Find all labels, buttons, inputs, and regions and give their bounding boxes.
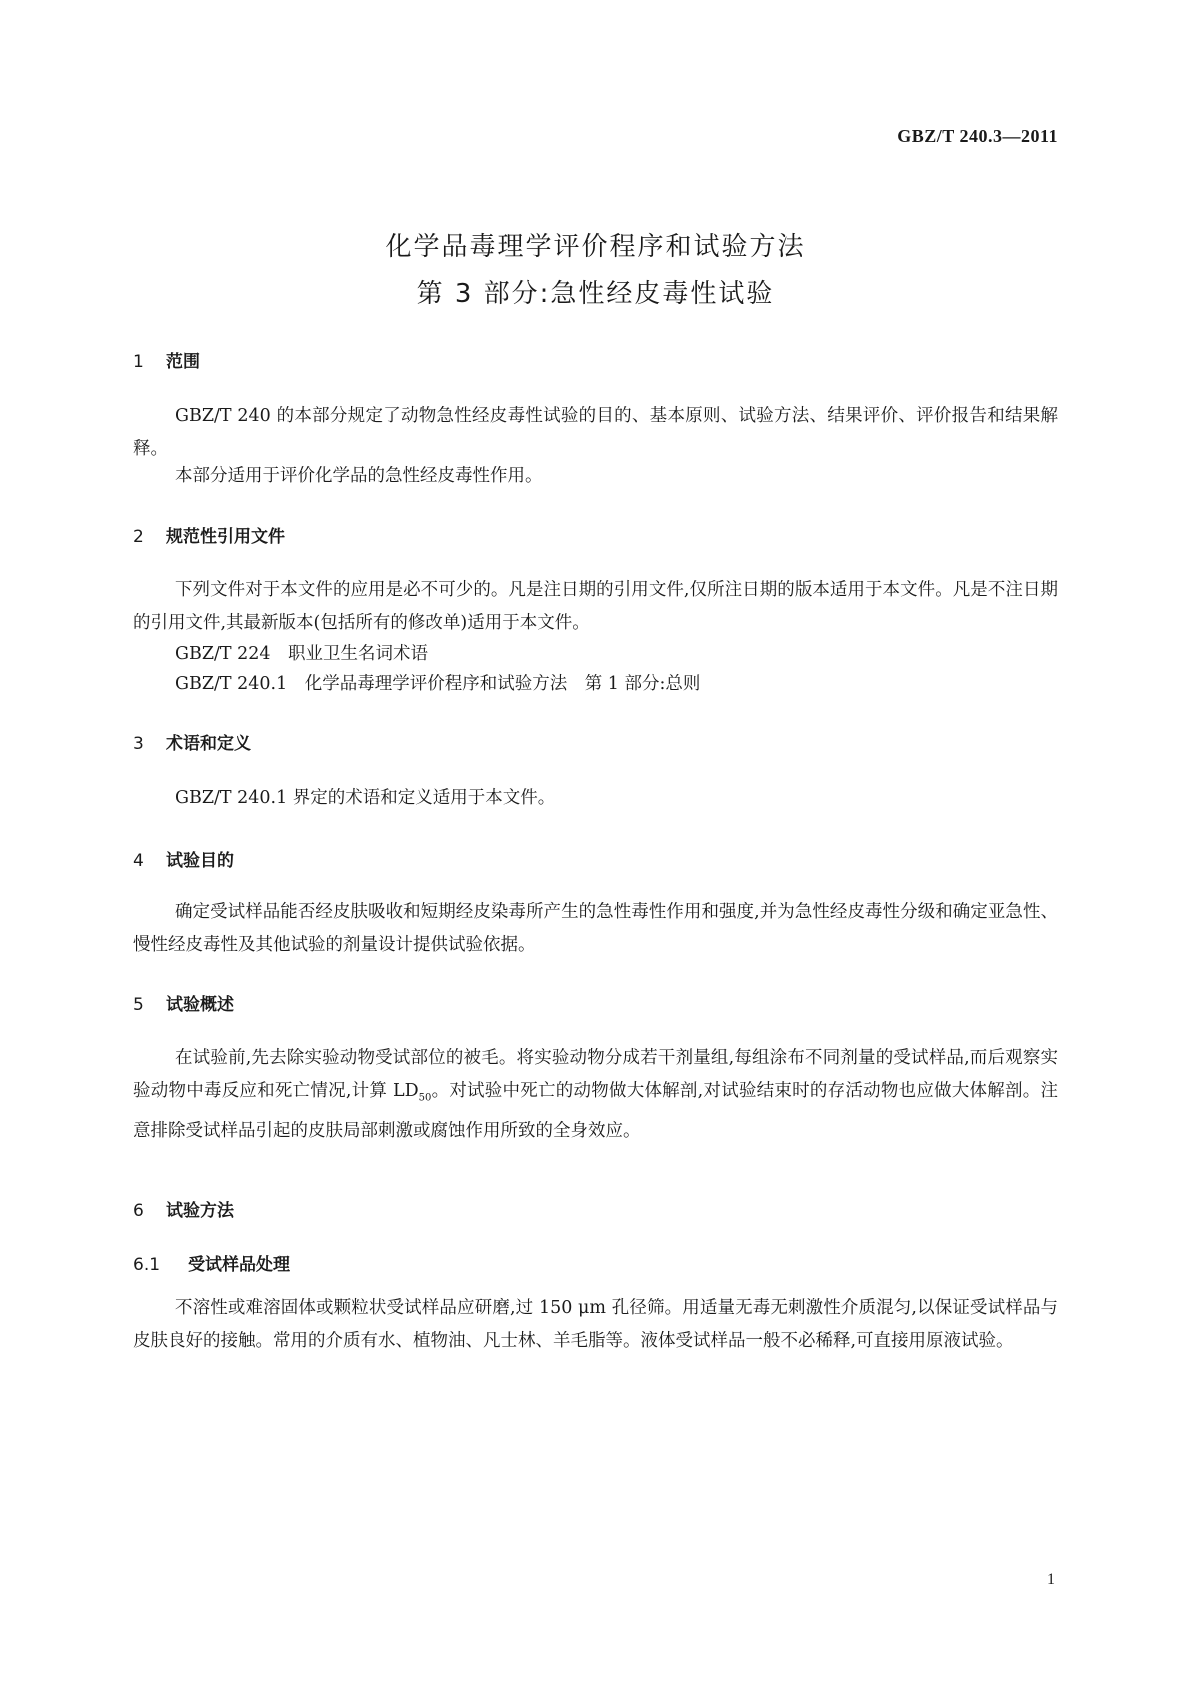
section-heading-1 (133, 347, 200, 372)
section-title: 受试样品处理 (188, 1255, 290, 1275)
section-heading-6 (133, 1196, 234, 1221)
section-number: 3 (133, 734, 144, 754)
paragraph (133, 1042, 1058, 1148)
section-title: 范围 (166, 352, 200, 372)
paragraph: GBZ/T 240 的本部分规定了动物急性经皮毒性试验的目的、基本原则、试验方法、结果评价、评价报告和结果解释。 (133, 406, 1058, 459)
section-title: 规范性引用文件 (166, 527, 285, 547)
subscript: 50 (418, 1092, 432, 1104)
normative-reference: GBZ/T 240.1 化学品毒理学评价程序和试验方法 第 1 部分:总则 (175, 674, 701, 694)
section-title: 试验目的 (166, 851, 234, 871)
paragraph: 确定受试样品能否经皮肤吸收和短期经皮染毒所产生的急性毒性作用和强度,并为急性经皮毒性分级和确定亚急性、慢性经皮毒性及其他试验的剂量设计提供试验依据。 (133, 902, 1058, 955)
paragraph: GBZ/T 240.1 界定的术语和定义适用于本文件。 (175, 788, 556, 808)
paragraph-text: 在试验前,先去除实验动物受试部位的被毛。将实验动物分成若干剂量组,每组涂布不同剂量的受试样品,而后观察实验动物中毒反应和死亡情况,计算 LD (133, 1048, 1058, 1101)
document-title: 化学品毒理学评价程序和试验方法 (385, 232, 806, 262)
standard-number: GBZ/T 240.3—2011 (897, 126, 1058, 146)
page-number: 1 (1047, 1571, 1055, 1588)
subsection-heading-6-1 (133, 1250, 290, 1275)
section-title: 试验方法 (166, 1201, 234, 1221)
section-number: 5 (133, 995, 144, 1015)
section-heading-4 (133, 846, 234, 871)
section-heading-5 (133, 990, 234, 1015)
paragraph-text: 。对试验中死亡的动物做大体解剖,对试验结束时的存活动物也应做大体解剖。注意排除受试样品引起的皮肤局部刺激或腐蚀作用所致的全身效应。 (133, 1081, 1059, 1141)
section-number: 1 (133, 352, 144, 372)
document-subtitle: 第 3 部分:急性经皮毒性试验 (416, 279, 775, 309)
section-number: 4 (133, 851, 144, 871)
section-number: 6.1 (133, 1255, 161, 1275)
section-title: 术语和定义 (166, 734, 251, 754)
section-title: 试验概述 (166, 995, 234, 1015)
paragraph: 本部分适用于评价化学品的急性经皮毒性作用。 (175, 466, 543, 486)
paragraph: 下列文件对于本文件的应用是必不可少的。凡是注日期的引用文件,仅所注日期的版本适用于本文件。凡是不注日期的引用文件,其最新版本(包括所有的修改单)适用于本文件。 (133, 580, 1058, 633)
section-heading-3 (133, 729, 251, 754)
section-number: 2 (133, 527, 144, 547)
normative-reference: GBZ/T 224 职业卫生名词术语 (175, 644, 429, 664)
paragraph: 不溶性或难溶固体或颗粒状受试样品应研磨,过 150 μm 孔径筛。用适量无毒无刺激性介质混匀,以保证受试样品与皮肤良好的接触。常用的介质有水、植物油、凡士林、羊毛脂等。液体受试样品一般不必稀释,可直接用原液试验。 (133, 1298, 1058, 1351)
section-heading-2 (133, 522, 285, 547)
section-number: 6 (133, 1201, 144, 1221)
